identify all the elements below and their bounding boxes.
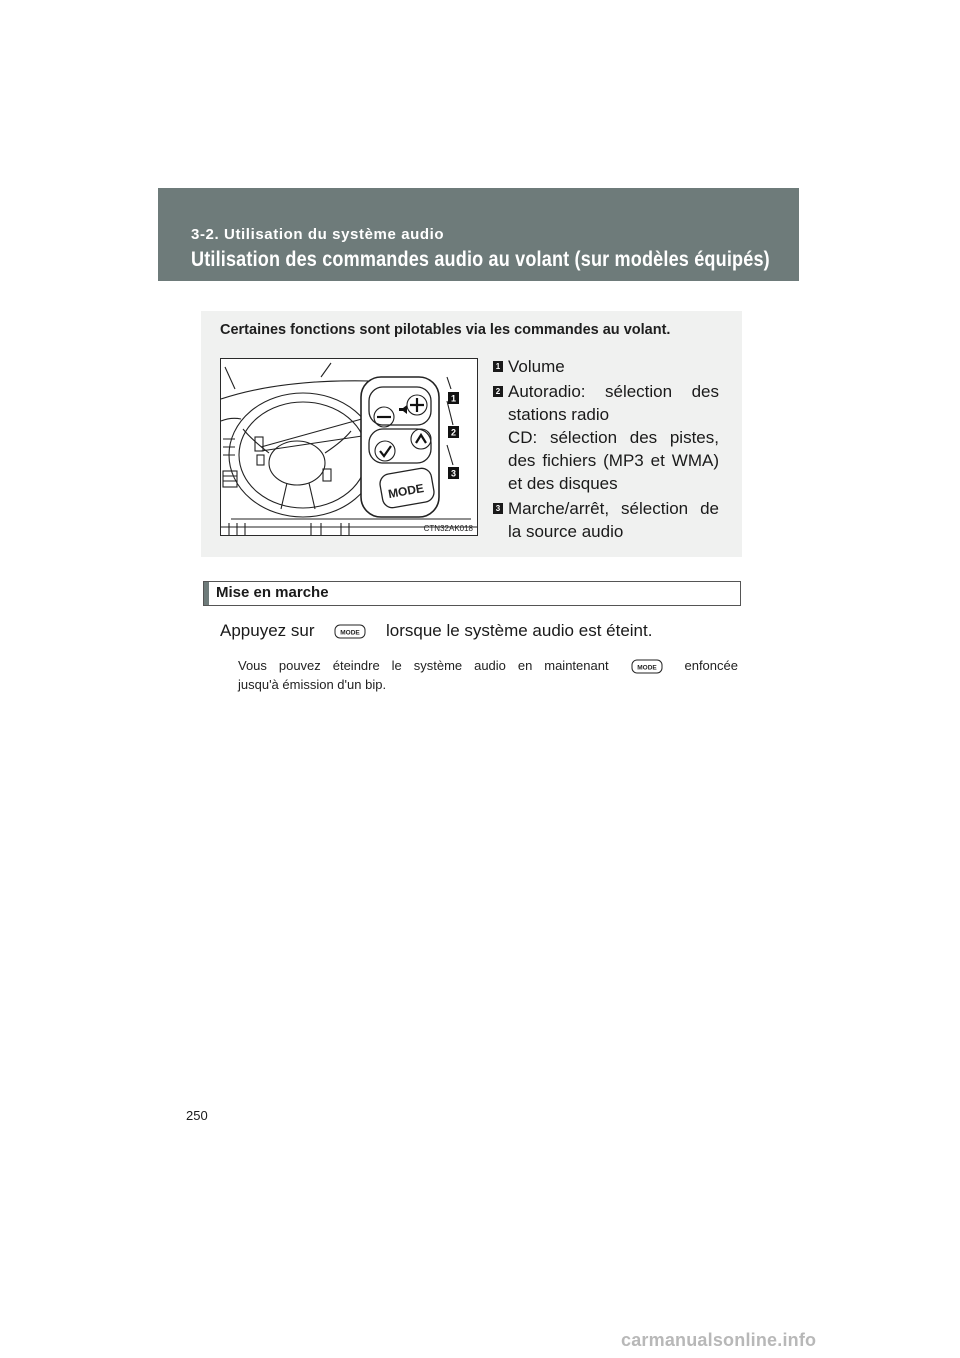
legend-line: CD: sélection des pistes, — [508, 428, 719, 447]
instruction-text-before: Appuyez sur — [220, 621, 315, 640]
callout-3: 3 — [450, 468, 457, 479]
legend-badge: 1 — [493, 361, 503, 372]
chapter-header — [158, 188, 799, 281]
legend-line: et des disques — [508, 474, 618, 493]
callout-2: 2 — [450, 427, 457, 438]
figure-code: CTN32AK018 — [423, 524, 473, 533]
section-heading-label: Mise en marche — [216, 584, 329, 601]
mode-button-label: MODE — [636, 664, 657, 672]
steering-wheel-drawing — [221, 359, 477, 535]
legend-line: Autoradio: sélection des — [508, 382, 719, 401]
mode-button-label: MODE — [340, 629, 360, 637]
legend-badge: 3 — [493, 503, 503, 514]
legend-line: Marche/arrêt, sélection de — [508, 499, 719, 518]
info-box — [201, 311, 742, 557]
note-paragraph — [238, 656, 738, 694]
watermark: carmanualsonline.info — [621, 1330, 817, 1350]
note-line-1 — [238, 656, 738, 675]
info-intro: Certaines fonctions sont pilotables via les commandes au volant. — [220, 322, 671, 338]
page-number: 250 — [186, 1108, 208, 1123]
steering-wheel-illustration — [220, 358, 478, 536]
section-heading — [203, 581, 741, 606]
instruction-paragraph — [220, 621, 652, 641]
legend-item-power — [493, 497, 719, 543]
callout-badges — [448, 392, 459, 479]
legend-line: Volume — [508, 357, 565, 376]
callout-1: 1 — [450, 393, 457, 404]
section-title: 3-2. Utilisation du système audio — [191, 226, 445, 243]
instruction-text-after: lorsque le système audio est éteint. — [385, 621, 653, 640]
page-title: Utilisation des commandes audio au volant (sur modèles équipés) — [191, 248, 770, 271]
legend-line: des fichiers (MP3 et WMA) — [508, 451, 719, 470]
figure-mode-label: MODE — [387, 480, 425, 502]
note-line-2: jusqu'à émission d'un bip. — [238, 677, 387, 692]
heading-accent-bar — [204, 582, 209, 605]
note-text-before: Vous pouvez éteindre le système audio en maintenant — [238, 658, 609, 673]
note-text-after: enfoncée — [684, 658, 738, 673]
legend-line: la source audio — [508, 522, 624, 541]
mode-button-icon — [334, 624, 366, 639]
legend-badge: 2 — [493, 386, 503, 397]
legend-line: stations radio — [508, 405, 610, 424]
legend-item-volume — [493, 355, 719, 378]
mode-button-icon — [631, 659, 663, 674]
legend-item-selection — [493, 380, 719, 495]
legend-list — [493, 355, 719, 545]
